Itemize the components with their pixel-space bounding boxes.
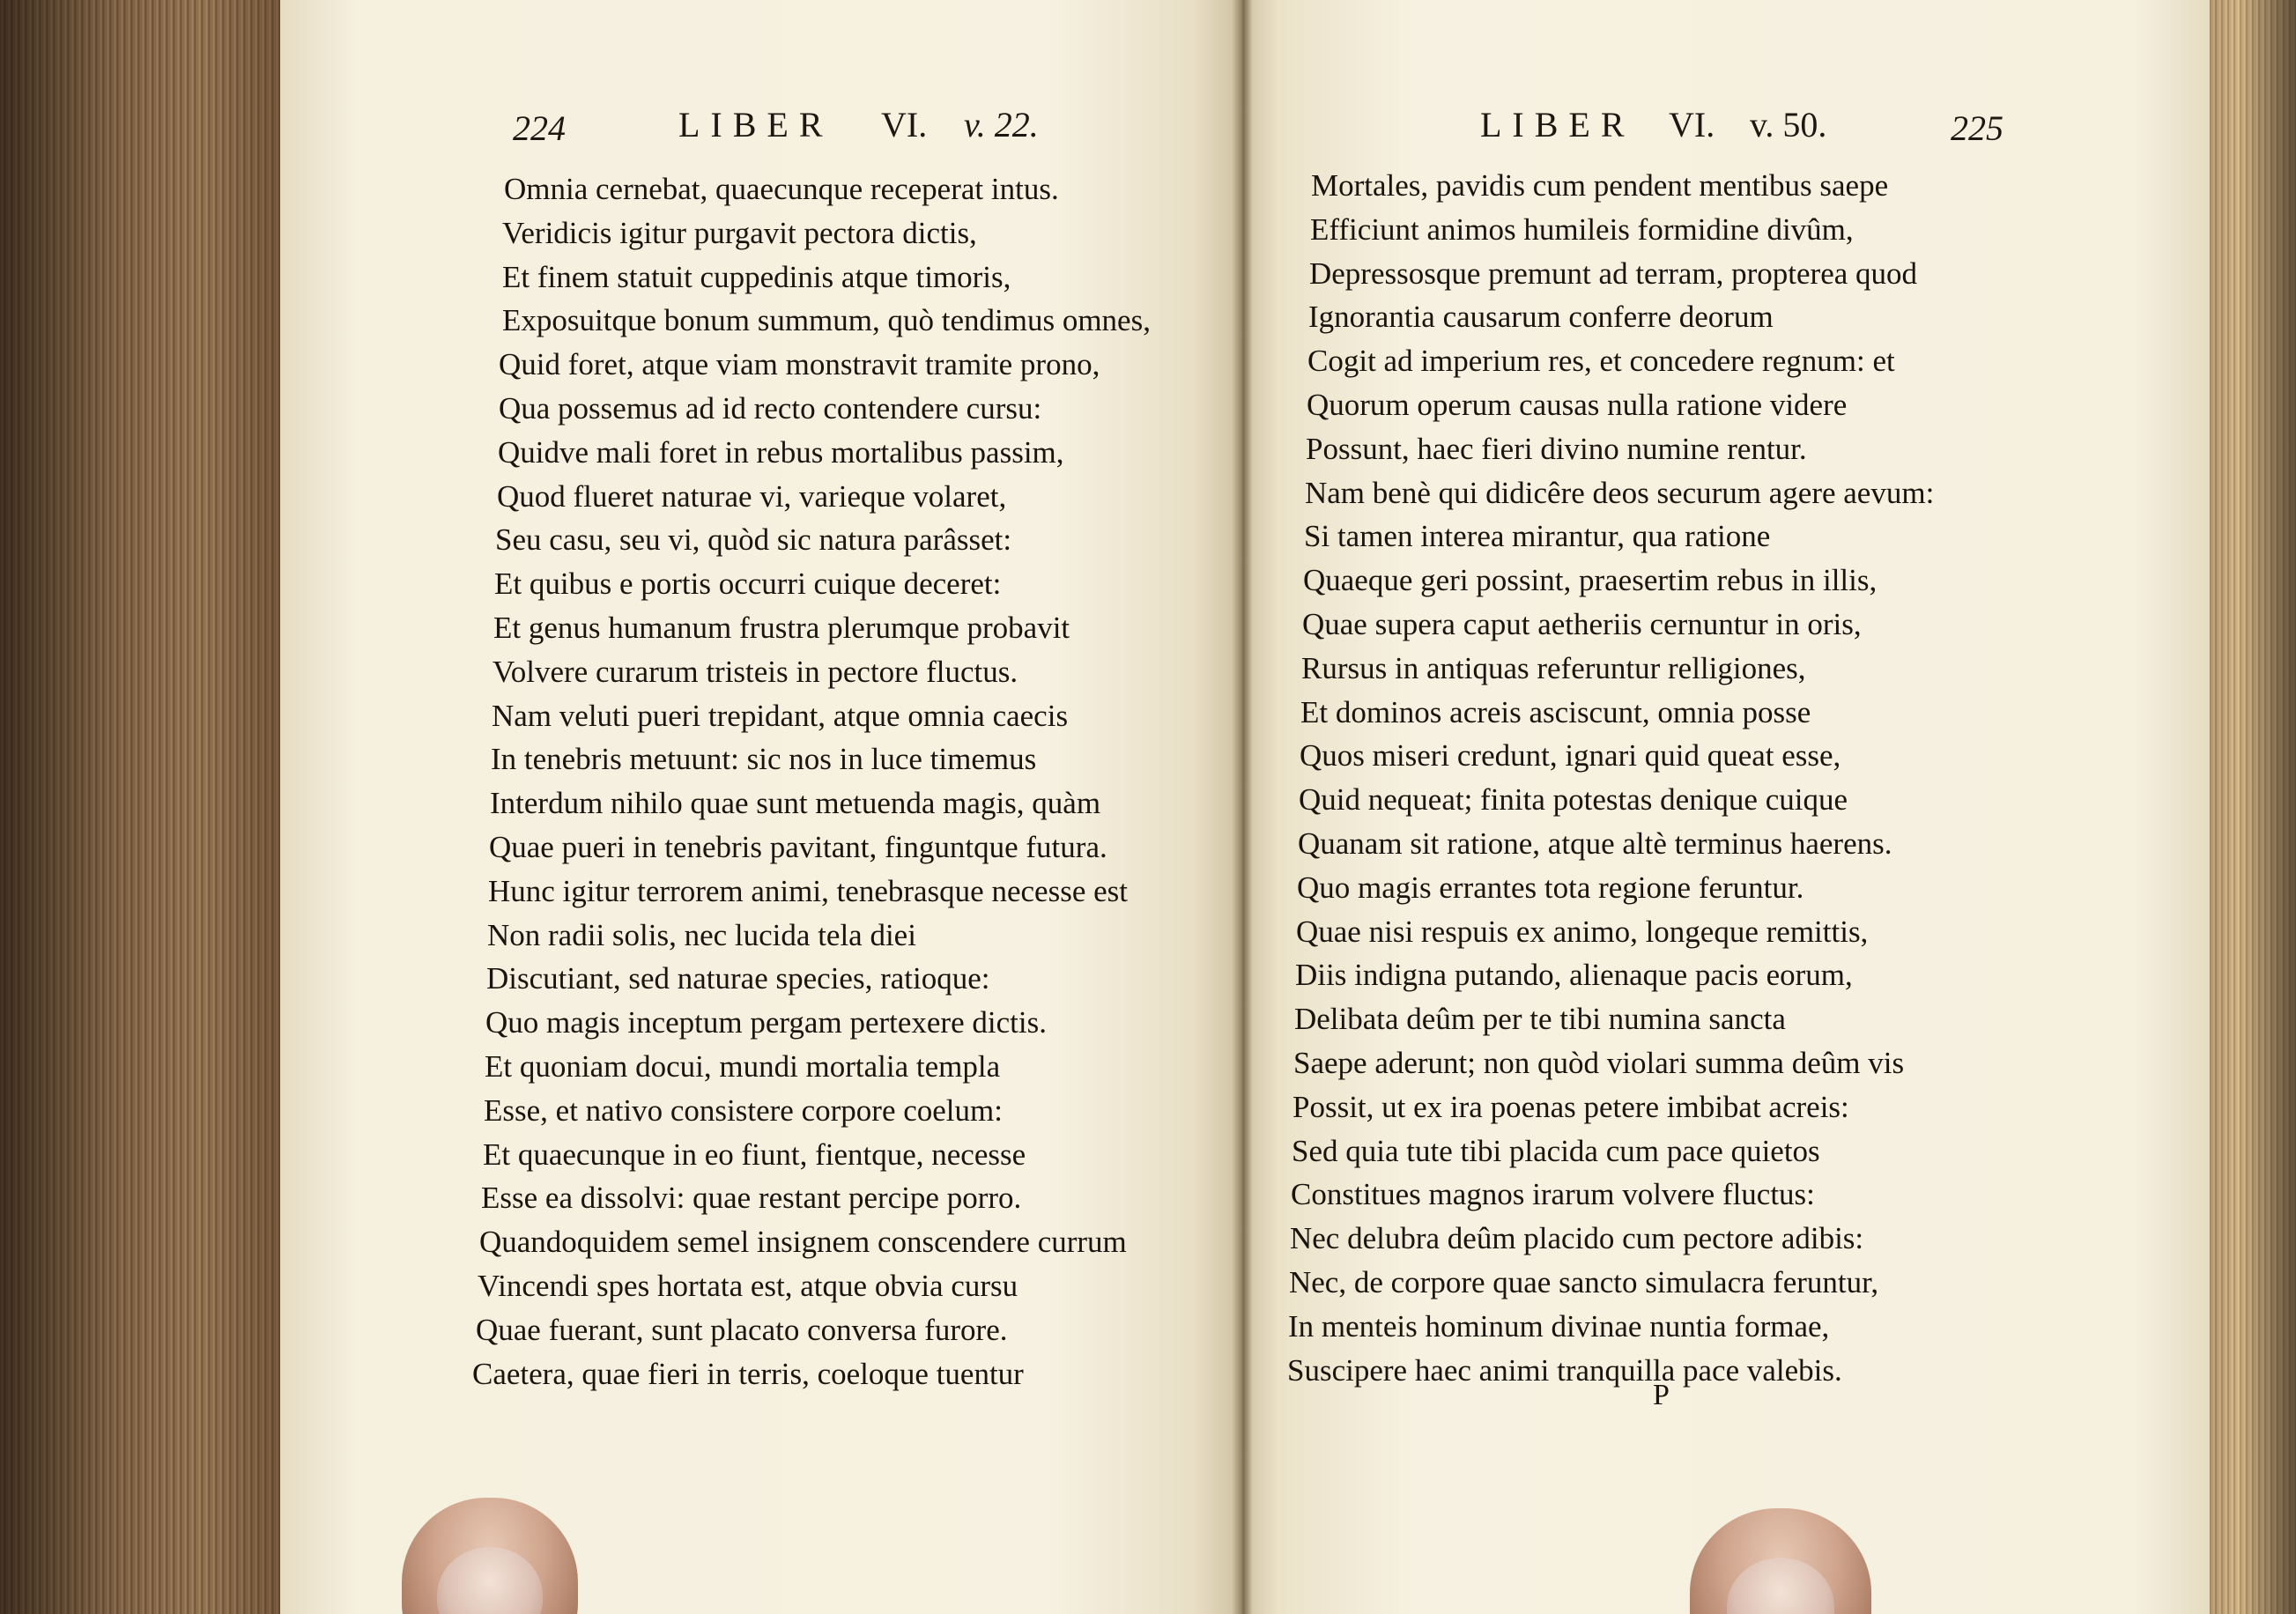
verse-line: Cogit ad imperium res, et concedere regnum: et bbox=[1307, 344, 1895, 379]
verse-line: Caetera, quae fieri in terris, coeloque tuentur bbox=[472, 1356, 1024, 1391]
verse-line: Quae nisi respuis ex animo, longeque remittis, bbox=[1296, 914, 1869, 949]
thumbnail-left bbox=[437, 1547, 543, 1614]
verse-line: Et finem statuit cuppedinis atque timoris, bbox=[502, 259, 1011, 294]
verse-line: In tenebris metuunt: sic nos in luce timemus bbox=[491, 742, 1037, 777]
left-running-head-liber: LIBER bbox=[678, 105, 833, 144]
verse-line: Quae pueri in tenebris pavitant, finguntque futura. bbox=[489, 829, 1107, 864]
left-page-edges bbox=[0, 0, 291, 1614]
verse-line: Exposuitque bonum summum, quò tendimus omnes, bbox=[502, 303, 1151, 338]
verse-line: Et dominos acreis asciscunt, omnia posse bbox=[1300, 694, 1811, 729]
verse-line: Ignorantia causarum conferre deorum bbox=[1308, 300, 1774, 335]
verse-line: Possit, ut ex ira poenas petere imbibat acreis: bbox=[1292, 1089, 1849, 1124]
book-gutter bbox=[1232, 0, 1253, 1614]
right-running-head-book: VI. bbox=[1669, 105, 1715, 144]
right-running-head-verse: v. 50. bbox=[1750, 105, 1827, 144]
verse-line: Qua possemus ad id recto contendere cursu: bbox=[499, 390, 1042, 426]
verse-line: Mortales, pavidis cum pendent mentibus saepe bbox=[1311, 168, 1889, 203]
verse-line: Saepe aderunt; non quòd violari summa deûm vis bbox=[1293, 1045, 1905, 1080]
verse-line: Possunt, haec fieri divino numine rentur. bbox=[1306, 431, 1807, 466]
verse-line: Quid foret, atque viam monstravit tramite prono, bbox=[499, 347, 1100, 382]
left-page-text bbox=[472, 167, 1151, 1396]
verse-line: Quidve mali foret in rebus mortalibus passim, bbox=[498, 434, 1064, 470]
verse-line: Discutiant, sed naturae species, ratioque: bbox=[486, 961, 990, 996]
verse-line: Quid nequeat; finita potestas denique cuique bbox=[1299, 782, 1848, 818]
verse-line: Nam veluti pueri trepidant, atque omnia caecis bbox=[492, 698, 1069, 733]
right-page-number: 225 bbox=[1951, 108, 2003, 148]
left-running-head-verse: v. 22. bbox=[964, 105, 1039, 144]
verse-line: Nec, de corpore quae sancto simulacra feruntur, bbox=[1289, 1264, 1879, 1299]
left-running-head-book: VI. bbox=[881, 105, 928, 144]
verse-line: Quae supera caput aetheriis cernuntur in oris, bbox=[1302, 606, 1862, 641]
verse-line: Vincendi spes hortata est, atque obvia cursu bbox=[478, 1268, 1018, 1303]
verse-line: Hunc igitur terrorem animi, tenebrasque necesse est bbox=[488, 873, 1128, 908]
verse-line: Volvere curarum tristeis in pectore fluctus. bbox=[493, 654, 1018, 689]
right-page-text bbox=[1287, 164, 1935, 1392]
verse-line: Et quaecunque in eo fiunt, fientque, necesse bbox=[483, 1136, 1026, 1172]
signature-mark: P bbox=[1653, 1379, 1670, 1411]
verse-line: Si tamen interea mirantur, qua ratione bbox=[1304, 519, 1771, 554]
verse-line: Rursus in antiquas referuntur relligiones, bbox=[1301, 650, 1806, 685]
verse-line: Quo magis inceptum pergam pertexere dictis. bbox=[485, 1005, 1047, 1040]
verse-line: Veridicis igitur purgavit pectora dictis, bbox=[502, 215, 977, 250]
thumbnail-right bbox=[1727, 1558, 1834, 1614]
verse-line: Quanam sit ratione, atque altè terminus haerens. bbox=[1298, 826, 1892, 861]
verse-line: Quaeque geri possint, praesertim rebus in illis, bbox=[1303, 563, 1878, 598]
verse-line: Efficiunt animos humileis formidine divûm, bbox=[1310, 211, 1854, 247]
verse-line: In menteis hominum divinae nuntia formae, bbox=[1288, 1308, 1830, 1344]
verse-line: Non radii solis, nec lucida tela diei bbox=[487, 917, 916, 952]
verse-line: Delibata deûm per te tibi numina sancta bbox=[1294, 1002, 1786, 1037]
verse-line: Quos miseri credunt, ignari quid queat esse, bbox=[1300, 738, 1841, 774]
verse-line: Suscipere haec animi tranquilla pace valebis. bbox=[1287, 1352, 1842, 1388]
left-page-number: 224 bbox=[513, 108, 566, 148]
verse-line: Nam benè qui didicêre deos securum agere aevum: bbox=[1305, 475, 1935, 510]
verse-line: Quae fuerant, sunt placato conversa furore. bbox=[476, 1312, 1008, 1347]
verse-line: Et quoniam docui, mundi mortalia templa bbox=[485, 1048, 1001, 1084]
verse-line: Et quibus e portis occurri cuique deceret: bbox=[494, 566, 1002, 602]
verse-line: Quandoquidem semel insignem conscendere currum bbox=[479, 1225, 1127, 1260]
verse-line: Esse ea dissolvi: quae restant percipe porro. bbox=[481, 1181, 1022, 1216]
verse-line: Seu casu, seu vi, quòd sic natura parâsset: bbox=[495, 522, 1012, 558]
verse-line: Esse, et nativo consistere corpore coelum: bbox=[484, 1092, 1003, 1128]
right-running-head-liber: LIBER bbox=[1480, 105, 1635, 144]
verse-line: Quod flueret naturae vi, varieque volaret, bbox=[497, 478, 1007, 514]
verse-line: Nec delubra deûm placido cum pectore adibis: bbox=[1290, 1221, 1864, 1256]
verse-line: Interdum nihilo quae sunt metuenda magis, quàm bbox=[490, 786, 1101, 821]
verse-line: Et genus humanum frustra plerumque probavit bbox=[493, 610, 1070, 645]
verse-line: Diis indigna putando, alienaque pacis eorum, bbox=[1295, 958, 1853, 993]
verse-line: Omnia cernebat, quaecunque receperat intus. bbox=[504, 172, 1059, 206]
verse-line: Depressosque premunt ad terram, propterea quod bbox=[1309, 255, 1918, 291]
verse-line: Sed quia tute tibi placida cum pace quietos bbox=[1292, 1133, 1820, 1168]
verse-line: Quo magis errantes tota regione feruntur. bbox=[1297, 870, 1804, 905]
right-page-edges bbox=[2199, 0, 2296, 1614]
verse-line: Constitues magnos irarum volvere fluctus: bbox=[1291, 1177, 1815, 1212]
verse-line: Quorum operum causas nulla ratione videre bbox=[1307, 387, 1848, 422]
